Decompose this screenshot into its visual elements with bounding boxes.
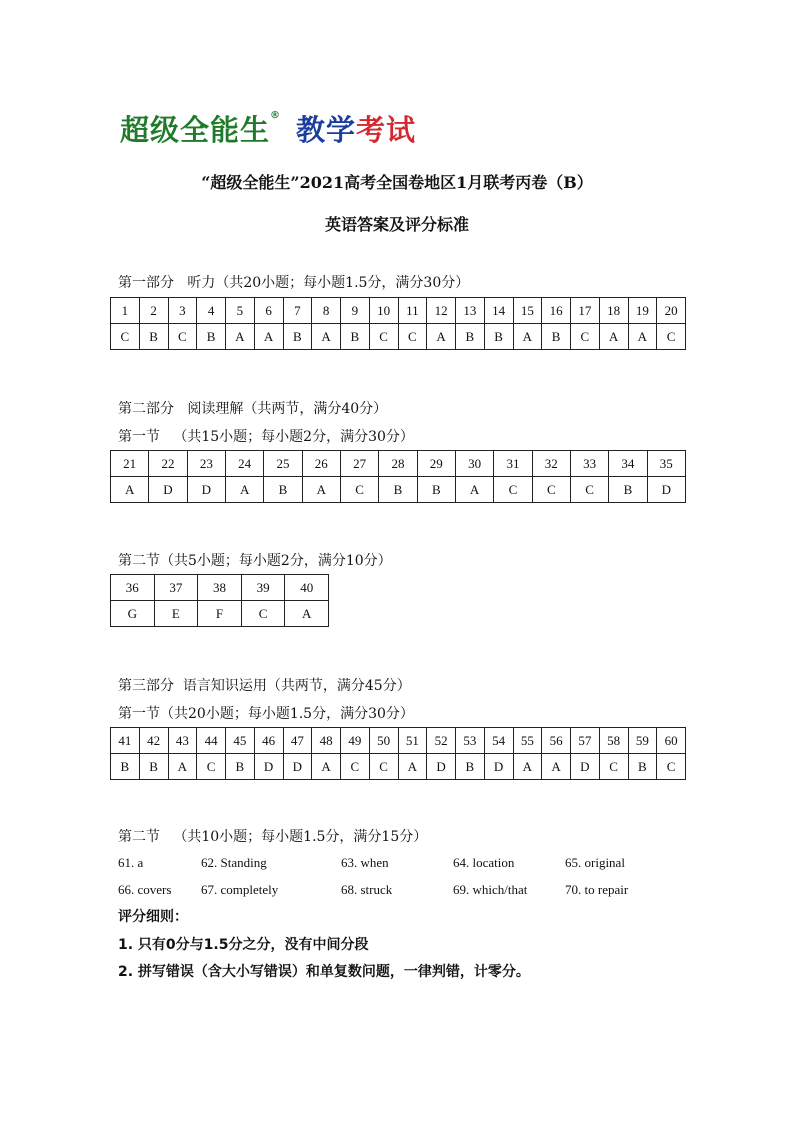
answer-cell: C bbox=[657, 324, 686, 350]
question-number-cell: 15 bbox=[513, 298, 542, 324]
number-row bbox=[111, 298, 686, 324]
question-number-cell: 16 bbox=[542, 298, 571, 324]
question-number-cell: 10 bbox=[369, 298, 398, 324]
question-number-cell: 55 bbox=[513, 728, 542, 754]
answer-cell: B bbox=[542, 324, 571, 350]
logo-tag-blue: 教学 bbox=[296, 113, 357, 147]
answer-cell: A bbox=[312, 324, 341, 350]
part2-heading: 第二部分 阅读理解（共两节，满分40分） bbox=[118, 401, 388, 417]
answer-cell: A bbox=[254, 324, 283, 350]
answer-cell: A bbox=[168, 754, 197, 780]
answer-cell: B bbox=[456, 324, 485, 350]
question-number-cell: 57 bbox=[571, 728, 600, 754]
question-number-cell: 5 bbox=[226, 298, 255, 324]
question-number-cell: 36 bbox=[111, 575, 155, 601]
answer-cell: A bbox=[513, 324, 542, 350]
scoring-rule-1: 1. 只有0分与1.5分之分，没有中间分段 bbox=[118, 937, 369, 953]
answer-cell: C bbox=[571, 324, 600, 350]
part3-sec1-heading: 第一节（共20小题；每小题1.5分，满分30分） bbox=[118, 706, 414, 722]
answer-cell: A bbox=[628, 324, 657, 350]
fill-answer-66: 66. covers bbox=[118, 882, 172, 897]
answer-cell: A bbox=[225, 477, 263, 503]
question-number-cell: 22 bbox=[149, 451, 187, 477]
logo bbox=[120, 108, 416, 148]
answer-cell: C bbox=[657, 754, 686, 780]
answer-cell: B bbox=[341, 324, 370, 350]
answer-row bbox=[111, 754, 686, 780]
answer-cell: C bbox=[570, 477, 608, 503]
fill-answer-70: 70. to repair bbox=[565, 882, 629, 897]
question-number-cell: 54 bbox=[484, 728, 513, 754]
question-number-cell: 14 bbox=[484, 298, 513, 324]
question-number-cell: 50 bbox=[369, 728, 398, 754]
part1-heading: 第一部分 听力（共20小题；每小题1.5分，满分30分） bbox=[118, 275, 470, 291]
answer-cell: C bbox=[494, 477, 532, 503]
answer-cell: C bbox=[340, 477, 378, 503]
answer-cell: F bbox=[198, 601, 242, 627]
question-number-cell: 11 bbox=[398, 298, 427, 324]
answer-cell: A bbox=[513, 754, 542, 780]
question-number-cell: 47 bbox=[283, 728, 312, 754]
question-number-cell: 29 bbox=[417, 451, 455, 477]
answer-cell: B bbox=[456, 754, 485, 780]
answer-cell: C bbox=[369, 324, 398, 350]
answer-cell: B bbox=[609, 477, 647, 503]
fill-answer-61: 61. a bbox=[118, 855, 144, 870]
question-number-cell: 45 bbox=[226, 728, 255, 754]
part2-sec2-heading: 第二节（共5小题；每小题2分，满分10分） bbox=[118, 553, 392, 569]
scoring-heading: 评分细则： bbox=[118, 909, 188, 925]
answer-cell: A bbox=[599, 324, 628, 350]
question-number-cell: 33 bbox=[570, 451, 608, 477]
answer-cell: D bbox=[647, 477, 685, 503]
question-number-cell: 17 bbox=[571, 298, 600, 324]
question-number-cell: 41 bbox=[111, 728, 140, 754]
fill-answer-64: 64. location bbox=[453, 855, 515, 870]
question-number-cell: 1 bbox=[111, 298, 140, 324]
answer-cell: C bbox=[398, 324, 427, 350]
question-number-cell: 48 bbox=[312, 728, 341, 754]
part2-sec1-heading: 第一节 （共15小题；每小题2分，满分30分） bbox=[118, 429, 414, 445]
question-number-cell: 6 bbox=[254, 298, 283, 324]
answer-cell: D bbox=[283, 754, 312, 780]
answer-cell: A bbox=[302, 477, 340, 503]
answer-cell: A bbox=[226, 324, 255, 350]
question-number-cell: 32 bbox=[532, 451, 570, 477]
answer-row bbox=[111, 324, 686, 350]
answer-cell: A bbox=[285, 601, 329, 627]
answer-cell: B bbox=[197, 324, 226, 350]
answer-cell: B bbox=[139, 324, 168, 350]
answer-cell: E bbox=[154, 601, 198, 627]
logo-tag-red: 考试 bbox=[356, 113, 417, 147]
question-number-cell: 38 bbox=[198, 575, 242, 601]
answer-cell: A bbox=[111, 477, 149, 503]
question-number-cell: 9 bbox=[341, 298, 370, 324]
logo-registered-mark: ® bbox=[270, 110, 281, 121]
answer-cell: A bbox=[427, 324, 456, 350]
question-number-cell: 44 bbox=[197, 728, 226, 754]
question-number-cell: 35 bbox=[647, 451, 685, 477]
question-number-cell: 37 bbox=[154, 575, 198, 601]
answer-cell: A bbox=[398, 754, 427, 780]
question-number-cell: 2 bbox=[139, 298, 168, 324]
answer-cell: B bbox=[628, 754, 657, 780]
fill-answer-67: 67. completely bbox=[201, 882, 279, 897]
question-number-cell: 21 bbox=[111, 451, 149, 477]
part2-sec2-answer-table bbox=[110, 574, 329, 627]
answer-cell: B bbox=[417, 477, 455, 503]
part3-sec2-heading: 第二节 （共10小题；每小题1.5分，满分15分） bbox=[118, 829, 428, 845]
question-number-cell: 8 bbox=[312, 298, 341, 324]
question-number-cell: 18 bbox=[599, 298, 628, 324]
question-number-cell: 34 bbox=[609, 451, 647, 477]
question-number-cell: 12 bbox=[427, 298, 456, 324]
answer-cell: C bbox=[532, 477, 570, 503]
answer-cell: G bbox=[111, 601, 155, 627]
question-number-cell: 25 bbox=[264, 451, 302, 477]
answer-cell: C bbox=[168, 324, 197, 350]
question-number-cell: 53 bbox=[456, 728, 485, 754]
answer-cell: B bbox=[379, 477, 417, 503]
question-number-cell: 46 bbox=[254, 728, 283, 754]
question-number-cell: 39 bbox=[241, 575, 285, 601]
question-number-cell: 7 bbox=[283, 298, 312, 324]
question-number-cell: 27 bbox=[340, 451, 378, 477]
number-row bbox=[111, 575, 329, 601]
question-number-cell: 42 bbox=[139, 728, 168, 754]
answer-cell: B bbox=[139, 754, 168, 780]
answer-cell: D bbox=[484, 754, 513, 780]
part3-heading: 第三部分 语言知识运用（共两节，满分45分） bbox=[118, 678, 411, 694]
part2-sec1-answer-table bbox=[110, 450, 686, 503]
answer-cell: D bbox=[254, 754, 283, 780]
answer-cell: C bbox=[599, 754, 628, 780]
answer-cell: D bbox=[571, 754, 600, 780]
fill-answer-68: 68. struck bbox=[341, 882, 393, 897]
answer-row bbox=[111, 601, 329, 627]
question-number-cell: 28 bbox=[379, 451, 417, 477]
answer-cell: D bbox=[427, 754, 456, 780]
question-number-cell: 19 bbox=[628, 298, 657, 324]
answer-cell: B bbox=[264, 477, 302, 503]
question-number-cell: 40 bbox=[285, 575, 329, 601]
answer-cell: C bbox=[369, 754, 398, 780]
question-number-cell: 20 bbox=[657, 298, 686, 324]
answer-cell: B bbox=[484, 324, 513, 350]
answer-cell: A bbox=[312, 754, 341, 780]
answer-row bbox=[111, 477, 686, 503]
question-number-cell: 24 bbox=[225, 451, 263, 477]
answer-cell: B bbox=[226, 754, 255, 780]
answer-cell: C bbox=[341, 754, 370, 780]
question-number-cell: 59 bbox=[628, 728, 657, 754]
answer-cell: C bbox=[241, 601, 285, 627]
question-number-cell: 3 bbox=[168, 298, 197, 324]
question-number-cell: 30 bbox=[455, 451, 493, 477]
answer-cell: B bbox=[283, 324, 312, 350]
question-number-cell: 4 bbox=[197, 298, 226, 324]
answer-cell: D bbox=[149, 477, 187, 503]
fill-answer-69: 69. which/that bbox=[453, 882, 528, 897]
question-number-cell: 31 bbox=[494, 451, 532, 477]
question-number-cell: 60 bbox=[657, 728, 686, 754]
fill-answer-62: 62. Standing bbox=[201, 855, 267, 870]
question-number-cell: 43 bbox=[168, 728, 197, 754]
fill-answer-63: 63. when bbox=[341, 855, 389, 870]
document-subtitle: 英语答案及评分标准 bbox=[324, 215, 469, 234]
number-row bbox=[111, 451, 686, 477]
question-number-cell: 58 bbox=[599, 728, 628, 754]
answer-cell: B bbox=[111, 754, 140, 780]
fill-answer-65: 65. original bbox=[565, 855, 625, 870]
number-row bbox=[111, 728, 686, 754]
answer-cell: C bbox=[111, 324, 140, 350]
question-number-cell: 51 bbox=[398, 728, 427, 754]
question-number-cell: 23 bbox=[187, 451, 225, 477]
answer-cell: D bbox=[187, 477, 225, 503]
question-number-cell: 13 bbox=[456, 298, 485, 324]
answer-cell: C bbox=[197, 754, 226, 780]
scoring-rule-2: 2. 拼写错误（含大小写错误）和单复数问题，一律判错，计零分。 bbox=[118, 964, 530, 980]
part3-sec1-answer-table bbox=[110, 727, 686, 780]
logo-brand: 超级全能生 bbox=[120, 113, 271, 147]
document-title: “超级全能生”2021高考全国卷地区1月联考丙卷（B） bbox=[201, 173, 593, 192]
question-number-cell: 56 bbox=[542, 728, 571, 754]
question-number-cell: 49 bbox=[341, 728, 370, 754]
answer-cell: A bbox=[542, 754, 571, 780]
question-number-cell: 26 bbox=[302, 451, 340, 477]
question-number-cell: 52 bbox=[427, 728, 456, 754]
part1-answer-table bbox=[110, 297, 686, 350]
answer-cell: A bbox=[455, 477, 493, 503]
